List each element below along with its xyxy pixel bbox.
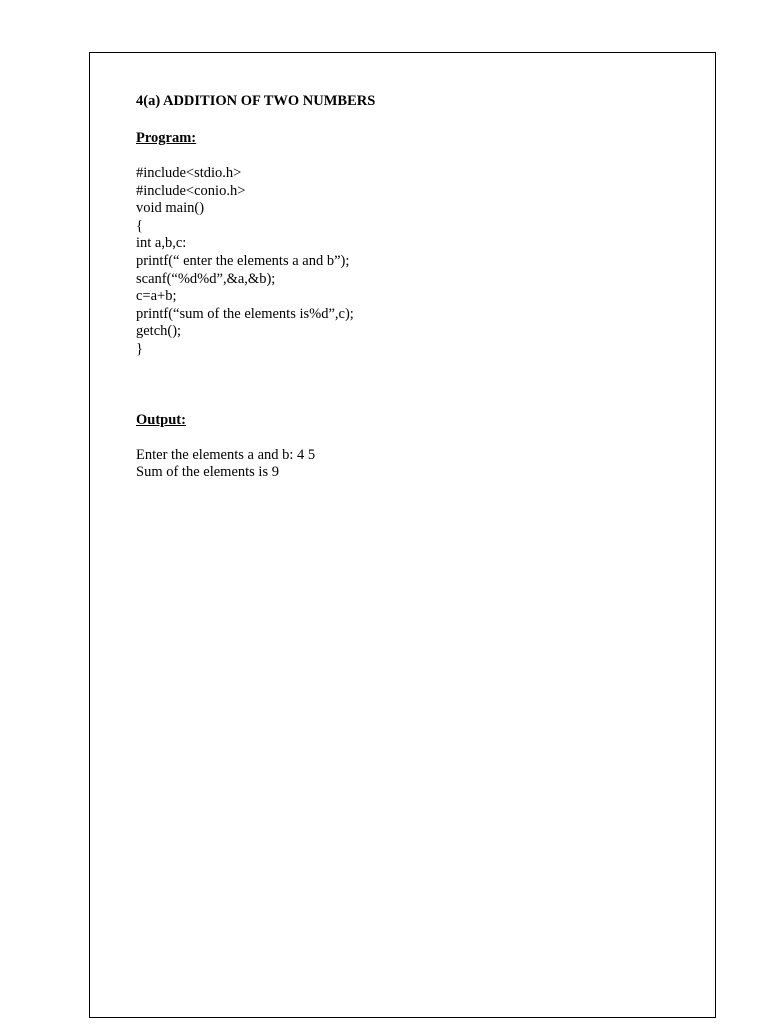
code-line: scanf(“%d%d”,&a,&b);: [136, 270, 276, 287]
code-line: int a,b,c:: [136, 235, 187, 252]
code-line: getch();: [136, 323, 182, 340]
code-block: [136, 165, 696, 359]
output-line: Sum of the elements is 9: [136, 464, 279, 481]
code-line: c=a+b;: [136, 288, 177, 305]
code-line: printf(“sum of the elements is%d”,c);: [136, 305, 354, 322]
output-line: Enter the elements a and b: 4 5: [136, 446, 316, 463]
document-content: [136, 92, 696, 482]
output-block: [136, 447, 696, 482]
code-line: }: [136, 340, 143, 357]
code-line: #include<conio.h>: [136, 182, 246, 199]
program-heading: Program:: [136, 130, 197, 146]
code-line: {: [136, 217, 143, 234]
code-line: void main(): [136, 200, 205, 217]
code-line: #include<stdio.h>: [136, 165, 242, 181]
document-title: 4(a) ADDITION OF TWO NUMBERS: [136, 93, 376, 109]
output-heading: Output:: [136, 411, 186, 428]
code-line: printf(“ enter the elements a and b”);: [136, 252, 350, 269]
